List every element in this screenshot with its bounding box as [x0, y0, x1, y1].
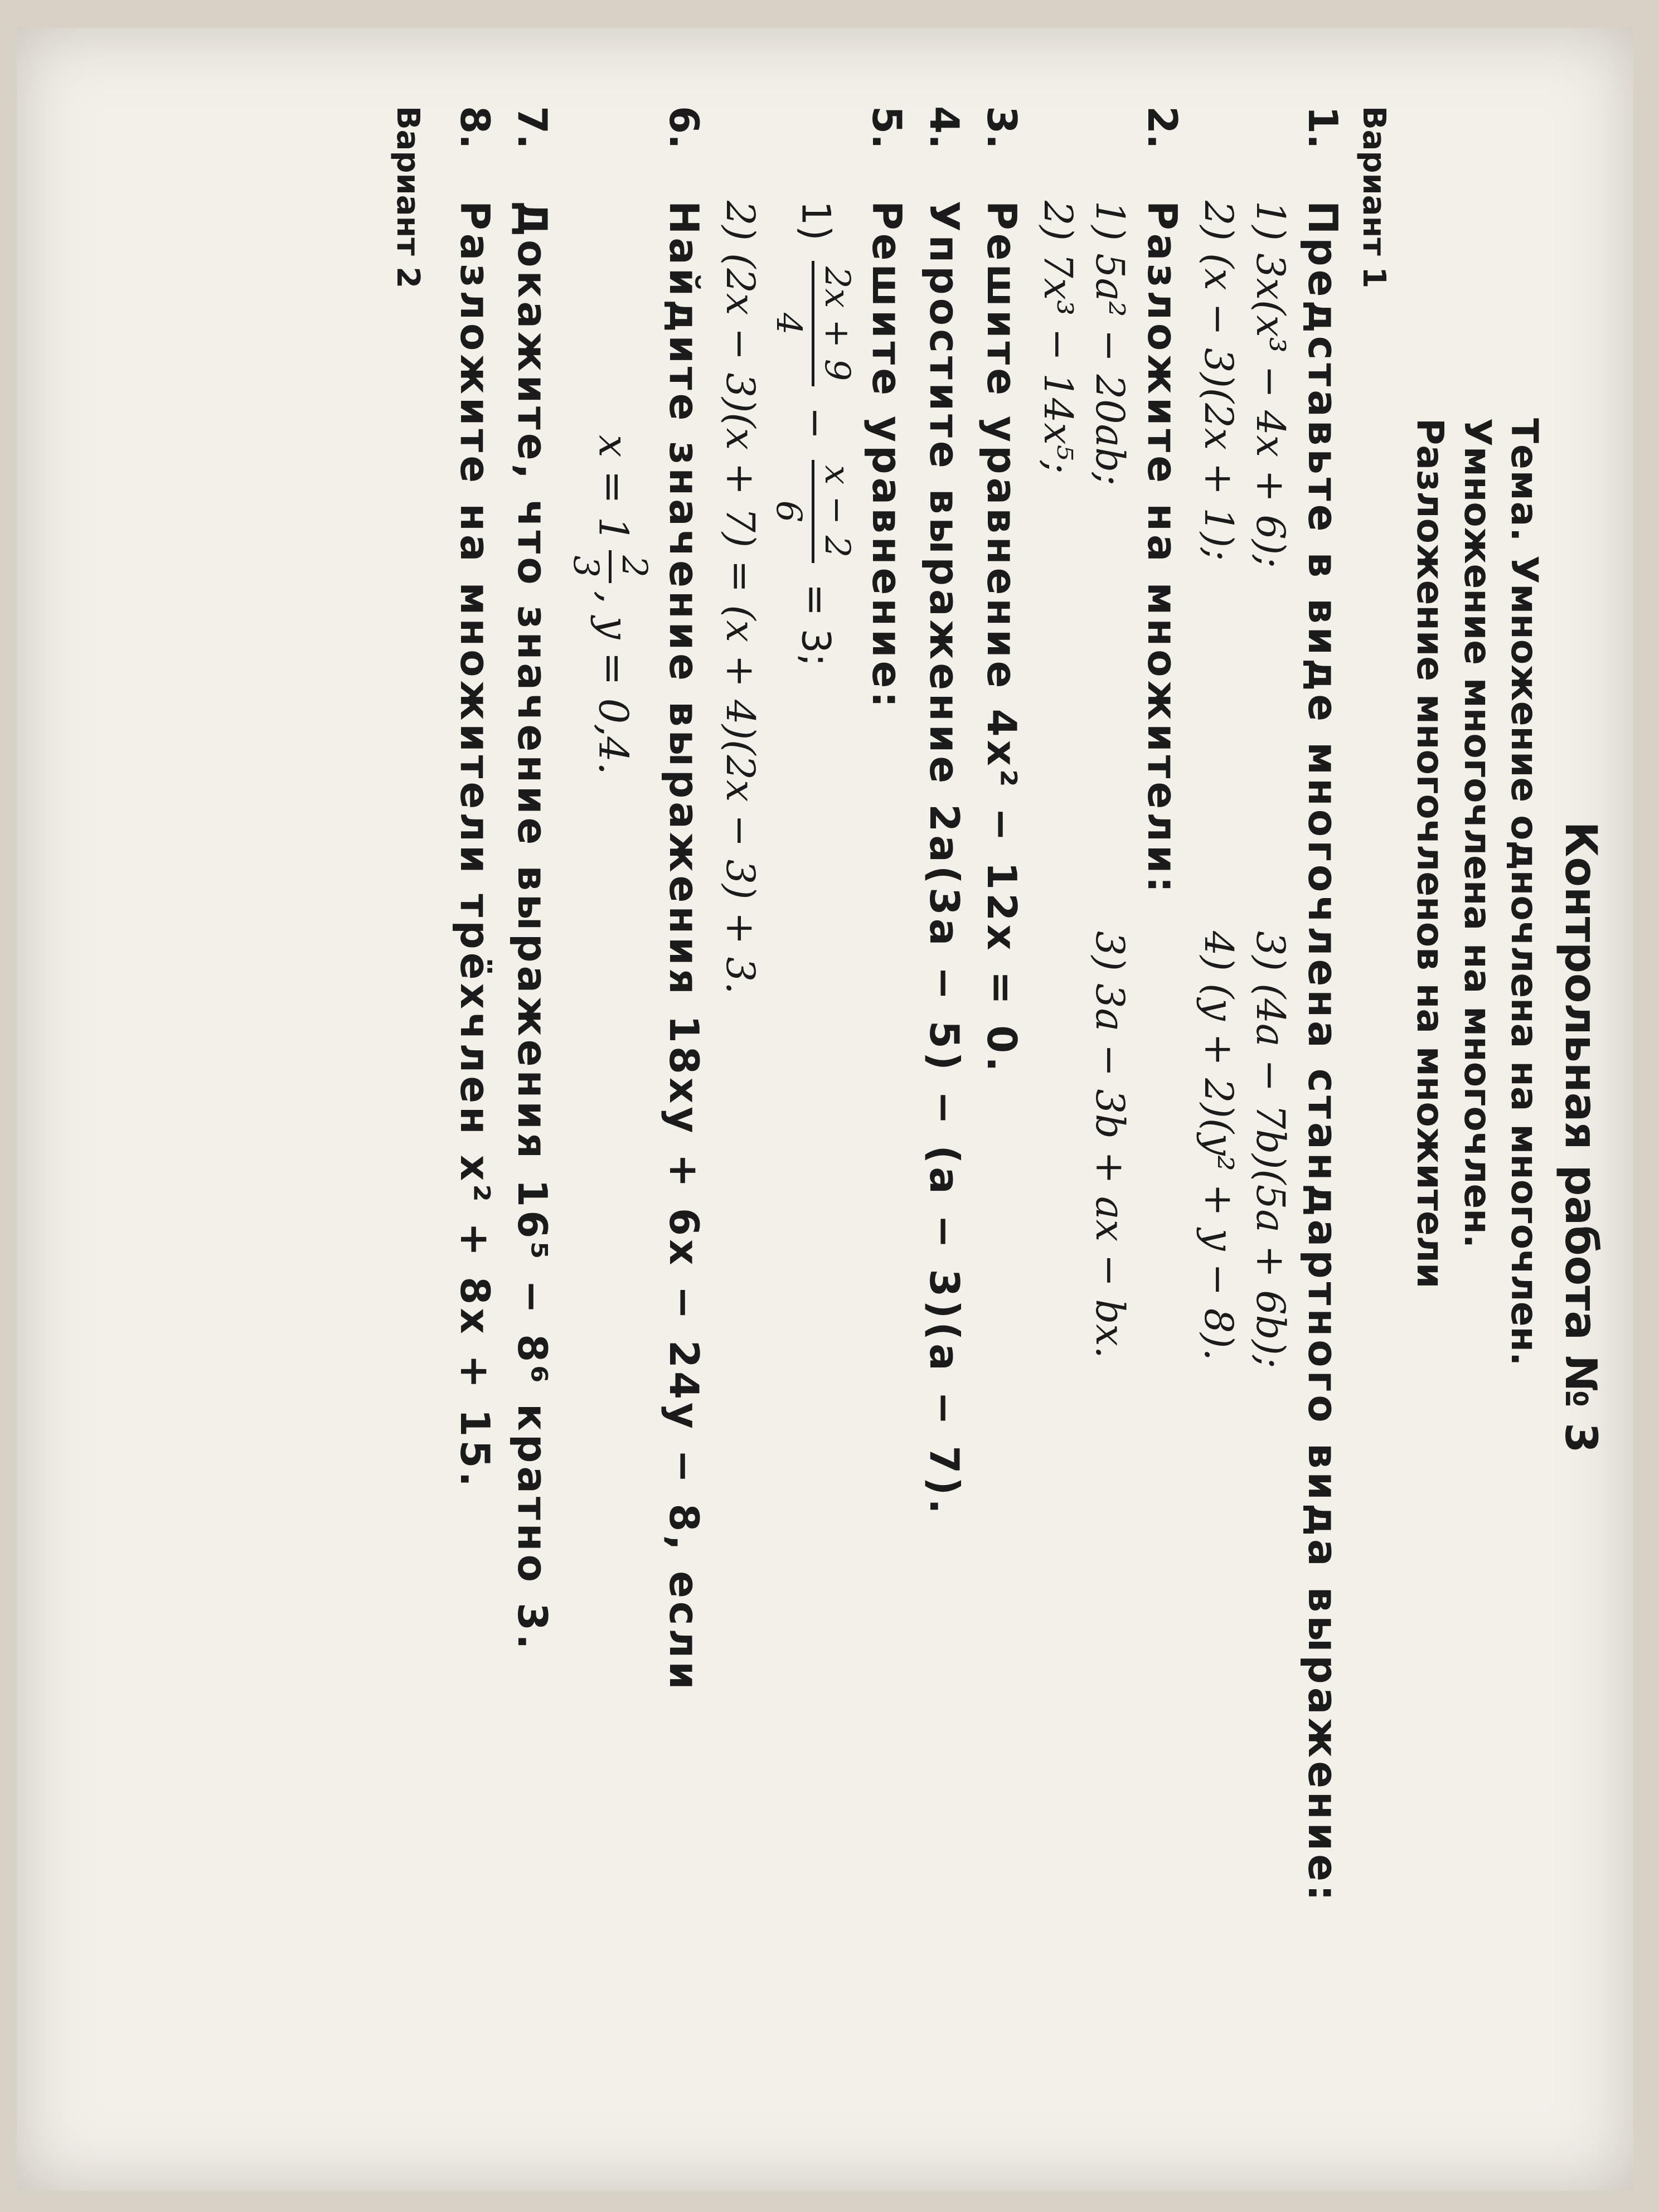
task-6: [563, 106, 710, 2169]
variant-1-heading: Вариант 1: [1355, 106, 1392, 289]
equation-suffix: = 3;: [793, 583, 839, 667]
task-text: Докажите, что значение выражения 16⁵ − 8⁶ кратно 3.: [509, 201, 556, 1653]
task-item: 2) (x − 3)(2x + 1);: [1196, 201, 1242, 561]
task-item: 1) 5a² − 20ab;: [1086, 201, 1133, 486]
page-title: Контрольная работа № 3: [1555, 821, 1605, 1453]
task-2: [1032, 106, 1189, 2169]
values-suffix: , y = 0,4.: [590, 590, 637, 775]
values-prefix: x = 1: [590, 435, 637, 542]
mixed-fraction: [563, 550, 657, 583]
task-8: [448, 106, 501, 2169]
topic-label: Тема.: [1503, 418, 1546, 543]
task-number: 7.: [509, 106, 556, 149]
task-item: [1032, 931, 1084, 1767]
fraction-numerator: 2: [609, 550, 657, 583]
task-item: 4) (y + 2)(y² + y − 8).: [1196, 931, 1242, 1361]
task-1: [1193, 106, 1349, 2169]
task-items: [1032, 201, 1136, 2169]
task-5: [715, 106, 913, 2169]
task-3: [975, 106, 1028, 2169]
task-text: Решите уравнение 4x² − 12x = 0.: [978, 201, 1025, 1075]
topic-block: [1406, 106, 1548, 2169]
equation-1: [766, 201, 860, 2169]
rotated-page-content: [50, 72, 1645, 2202]
task-text: Найдите значение выражения 18xy + 6x − 24y − 8, если: [660, 201, 707, 1693]
task-4: [918, 106, 971, 2169]
fraction-denominator: 3: [565, 555, 607, 578]
variant-2-heading: Вариант 2: [390, 106, 426, 289]
task-text: Упростите выражение 2a(3a − 5) − (a − 3)(a − 7).: [920, 201, 968, 1517]
fraction-denominator: 6: [769, 500, 810, 523]
task-text: Разложите на множители:: [1138, 201, 1186, 896]
task-number: 6.: [660, 106, 707, 149]
minus-sign: −: [793, 406, 839, 440]
task-item: 3) 3a − 3b + ax − bx.: [1086, 931, 1133, 1359]
task-number: 8.: [452, 106, 499, 149]
equation-prefix: 1): [793, 201, 839, 241]
topic-line-2: Умножение многочлена на многочлен.: [1456, 418, 1499, 1248]
task-number: 3.: [978, 106, 1025, 149]
fraction-numerator: 2x + 9: [812, 261, 860, 386]
task-number: 5.: [863, 106, 910, 149]
task-text: Разложите на множители трёхчлен x² + 8x + 15.: [452, 201, 499, 1490]
equation-2: 2) (2x − 3)(x + 7) = (x + 4)(2x − 3) + 3.: [717, 201, 764, 995]
task-item: 1) 3x(x³ − 4x + 6);: [1247, 201, 1293, 568]
fraction-numerator: x − 2: [812, 460, 860, 564]
fraction-1: [766, 261, 860, 386]
worksheet: [50, 72, 1645, 2202]
fraction-2: [766, 460, 860, 564]
task-text: Представьте в виде многочлена стандартного вида выражение:: [1299, 201, 1346, 1904]
task-items: [1193, 201, 1296, 2169]
task-number: 2.: [1138, 106, 1186, 149]
task-7: [506, 106, 559, 2169]
fraction-denominator: 4: [769, 313, 810, 335]
topic-line-3: Разложение многочленов на множители: [1409, 418, 1452, 1289]
topic-line-1: Умножение одночлена на многочлен.: [1503, 555, 1546, 1366]
task-text: Решите уравнение:: [863, 201, 910, 711]
task-item: 2) 7x³ − 14x⁵;: [1035, 201, 1081, 474]
paper-sheet: [17, 28, 1633, 2191]
task-number: 1.: [1299, 106, 1346, 149]
task-number: 4.: [920, 106, 968, 149]
variable-values: [563, 201, 657, 2169]
task-item: 3) (4a − 7b)(5a + 6b);: [1247, 931, 1293, 1369]
